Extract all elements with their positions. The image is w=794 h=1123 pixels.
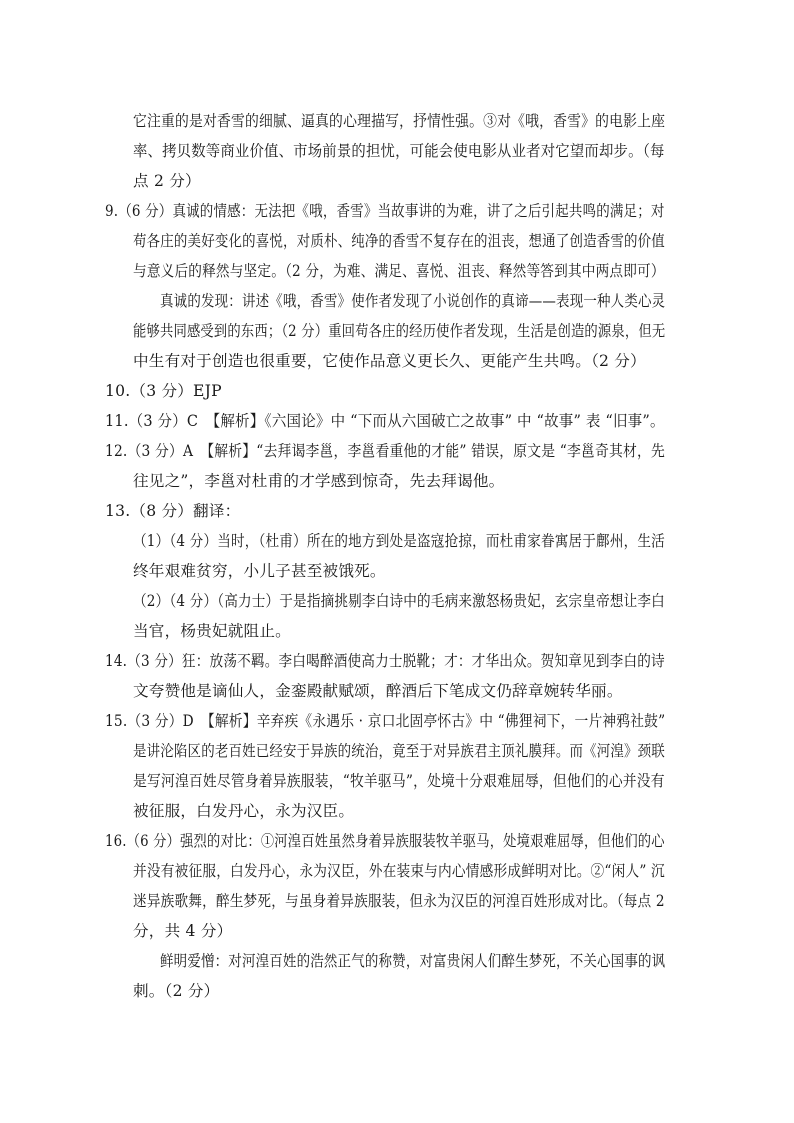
text-line: 能够共同感受到的东西；（2 分）重回苟各庄的经历使作者发现，生活是创造的源泉，但无: [133, 322, 666, 340]
text-line: 刺。（2 分）: [133, 982, 220, 1000]
text-line: 11.（3 分）C 【解析】《六国论》中 “下而从六国破亡之故事” 中 “故事” 表 “旧事”。: [105, 412, 665, 430]
text-line: 与意义后的释然与坚定。（2 分，为难、满足、喜悦、沮丧、释然等答到其中两点即可）: [133, 262, 665, 280]
text-line: 往见之”，李邕对杜甫的才学感到惊奇，先去拜谒他。: [133, 472, 505, 490]
text-line: （1）（4 分）当时，（杜甫）所在的地方到处是盗寇抢掠，而杜甫家眷寓居于鄜州，生活: [133, 532, 665, 550]
text-line: 14.（3 分）狂：放荡不羁。李白喝醉酒使高力士脱靴；才：才华出众。贺知章见到李白的诗: [105, 652, 665, 670]
text-line: 是讲沦陷区的老百姓已经安于异族的统治，竟至于对异族君主顶礼膜拜。而《河湟》颈联: [133, 742, 665, 760]
text-line: 16.（6 分）强烈的对比：①河湟百姓虽然身着异族服装牧羊驱马，处境艰难屈辱，但他们的心: [105, 832, 665, 850]
text-line: 12.（3 分）A 【解析】“去拜谒李邕，李邕看重他的才能” 错误，原文是 “李邕奇其材，先: [105, 442, 665, 460]
text-line: 9.（6 分）真诚的情感：无法把《哦，香雪》当故事讲的为难，讲了之后引起共鸣的满足；对: [105, 202, 665, 220]
text-line: 中生有对于创造也很重要，它使作品意义更长久、更能产生共鸣。（2 分）: [133, 352, 646, 370]
text-line: 鲜明爱憎：对河湟百姓的浩然正气的称赞，对富贵闲人们醉生梦死，不关心国事的讽: [160, 952, 666, 970]
text-line: （2）（4 分）（高力士）于是指摘挑剔李白诗中的毛病来激怒杨贵妃，玄宗皇帝想让李白: [133, 592, 665, 610]
text-line: 当官，杨贵妃就阻止。: [133, 622, 291, 640]
text-line: 终年艰难贫穷，小儿子甚至被饿死。: [133, 562, 386, 580]
text-line: 是写河湟百姓尽管身着异族服装，“牧羊驱马”，处境十分艰难屈辱，但他们的心并没有: [133, 772, 665, 790]
text-line: 迷异族歌舞，醉生梦死，与虽身着异族服装，但永为汉臣的河湟百姓形成对比。（每点 2: [133, 892, 665, 910]
text-line: 点 2 分）: [133, 172, 201, 190]
text-line: 并没有被征服，白发丹心，永为汉臣，外在装束与内心情感形成鲜明对比。②“闲人” 沉: [133, 862, 665, 880]
text-line: 率、拷贝数等商业价值、市场前景的担忧，可能会使电影从业者对它望而却步。（每: [133, 142, 665, 160]
text-line: 苟各庄的美好变化的喜悦，对质朴、纯净的香雪不复存在的沮丧，想通了创造香雪的价值: [133, 232, 665, 250]
text-line: 被征服，白发丹心，永为汉臣。: [133, 802, 355, 820]
text-line: 10.（3 分）EJP: [105, 382, 222, 400]
text-line: 13.（8 分）翻译：: [105, 502, 241, 520]
text-line: 真诚的发现：讲述《哦，香雪》使作者发现了小说创作的真谛——表现一种人类心灵: [160, 292, 666, 310]
text-line: 分，共 4 分）: [133, 922, 233, 940]
text-line: 15.（3 分）D 【解析】辛弃疾《永遇乐 · 京口北固亭怀古》中 “佛狸祠下，一片神鸦社鼓”: [105, 712, 666, 730]
text-line: 它注重的是对香雪的细腻、逼真的心理描写，抒情性强。③对《哦，香雪》的电影上座: [133, 112, 666, 130]
text-line: 文夸赞他是谪仙人，金銮殿献赋颂，醉酒后下笔成文仍辞章婉转华丽。: [133, 682, 623, 700]
